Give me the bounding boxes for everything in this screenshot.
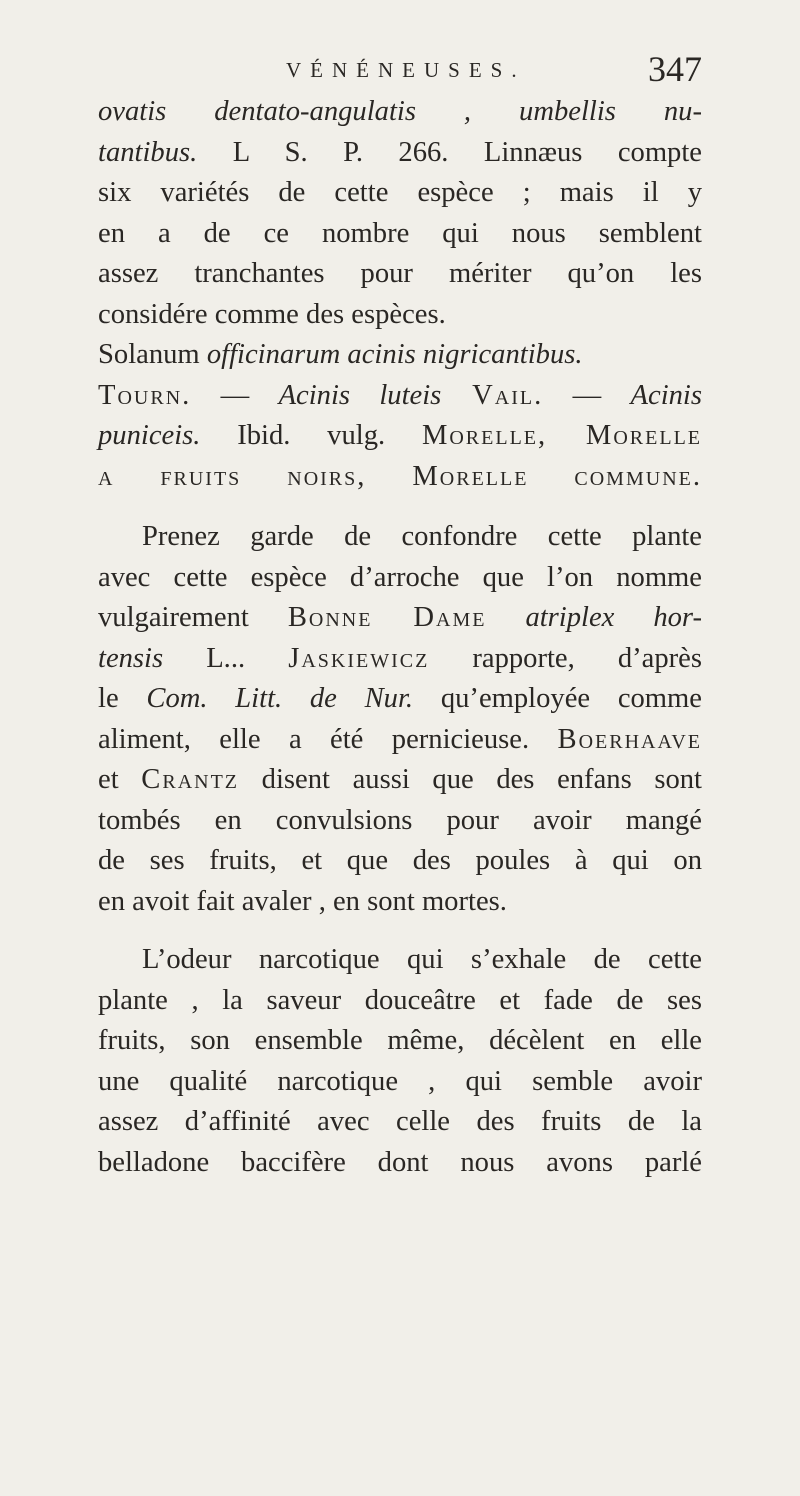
latin-phrase: atriplex hor- (525, 602, 702, 633)
common-name: Morelle, Morelle (421, 420, 702, 451)
text-line (98, 679, 702, 720)
text-fragment: L S. P. 266. Linnæus compte (197, 136, 702, 168)
species-heading-line (98, 335, 702, 376)
common-name-line: a fruits noirs, Morelle commune. (98, 460, 702, 492)
paragraph-gap (98, 497, 702, 517)
author-name: Crantz (141, 764, 240, 795)
text-line: une qualité narcotique , qui semble avoir (98, 1065, 702, 1097)
running-head (98, 48, 702, 92)
text-line (98, 760, 702, 801)
paragraph-gap (98, 922, 702, 940)
text-line: L’odeur narcotique qui s’exhale de cette (142, 944, 702, 975)
text-line: belladone baccifère dont nous avons parlé (98, 1146, 702, 1178)
text-line: avec cette espèce d’arroche que l’on nomme (98, 561, 702, 593)
text-fragment: vulgairement (98, 602, 288, 633)
genus-name: Solanum (98, 339, 207, 370)
text-line (98, 133, 702, 174)
text-line: assez d’affinité avec celle des fruits de la (98, 1106, 702, 1137)
synonym-line (98, 416, 702, 457)
text-fragment: et (98, 764, 142, 795)
text-line: assez tranchantes pour mériter qu’on les (98, 258, 702, 289)
text-fragment: Ibid. vulg. (200, 420, 422, 451)
text-line: fruits, son ensemble même, décèlent en elle (98, 1025, 702, 1056)
text-fragment: L... (163, 642, 289, 674)
text-line: en avoit fait avaler , en sont mortes. (98, 885, 507, 917)
text-fragment (486, 602, 525, 633)
text-fragment: rapporte, d’après (429, 642, 702, 674)
author-name: Boerhaave (557, 723, 702, 755)
text-line (98, 92, 702, 133)
text-line: tombés en convulsions pour avoir mangé (98, 804, 702, 836)
text-fragment: disent aussi que des enfans sont (239, 764, 702, 795)
common-name: Bonne Dame (287, 602, 487, 633)
text-fragment: — (191, 379, 279, 411)
latin-phrase: Acinis luteis (278, 379, 442, 411)
author-name: Vail. (441, 379, 544, 411)
latin-phrase: ovatis dentato-angulatis , umbellis nu- (98, 96, 702, 127)
text-line (98, 720, 702, 761)
latin-phrase: tensis (98, 642, 164, 674)
running-title: VÉNÉNEUSES. (286, 58, 526, 82)
text-line: considére comme des espèces. (98, 298, 446, 330)
author-name: Jaskiewicz (288, 642, 430, 674)
text-fragment: aliment, elle a été pernicieuse. (98, 723, 558, 755)
latin-phrase: tantibus. (98, 136, 198, 168)
latin-phrase: Acinis (630, 379, 703, 411)
text-line (98, 598, 702, 639)
text-line: en a de ce nombre qui nous semblent (98, 217, 702, 249)
text-fragment: le (98, 683, 147, 714)
species-name: officinarum acinis nigricantibus. (206, 339, 583, 370)
text-line: Prenez garde de confondre cette plante (142, 521, 702, 552)
author-name: Tourn. (98, 379, 192, 411)
text-fragment: — (543, 379, 631, 411)
reference-title: Com. Litt. de Nur. (146, 683, 414, 714)
body-text (98, 92, 702, 1183)
page-number: 347 (648, 49, 702, 89)
latin-phrase: puniceis. (98, 420, 201, 451)
text-line: de ses fruits, et que des poules à qui on (98, 845, 702, 876)
text-line: plante , la saveur douceâtre et fade de ses (98, 984, 702, 1016)
text-fragment: qu’employée comme (413, 683, 702, 714)
synonym-line (98, 376, 702, 417)
text-line (98, 639, 702, 680)
text-line: six variétés de cette espèce ; mais il y (98, 177, 702, 208)
